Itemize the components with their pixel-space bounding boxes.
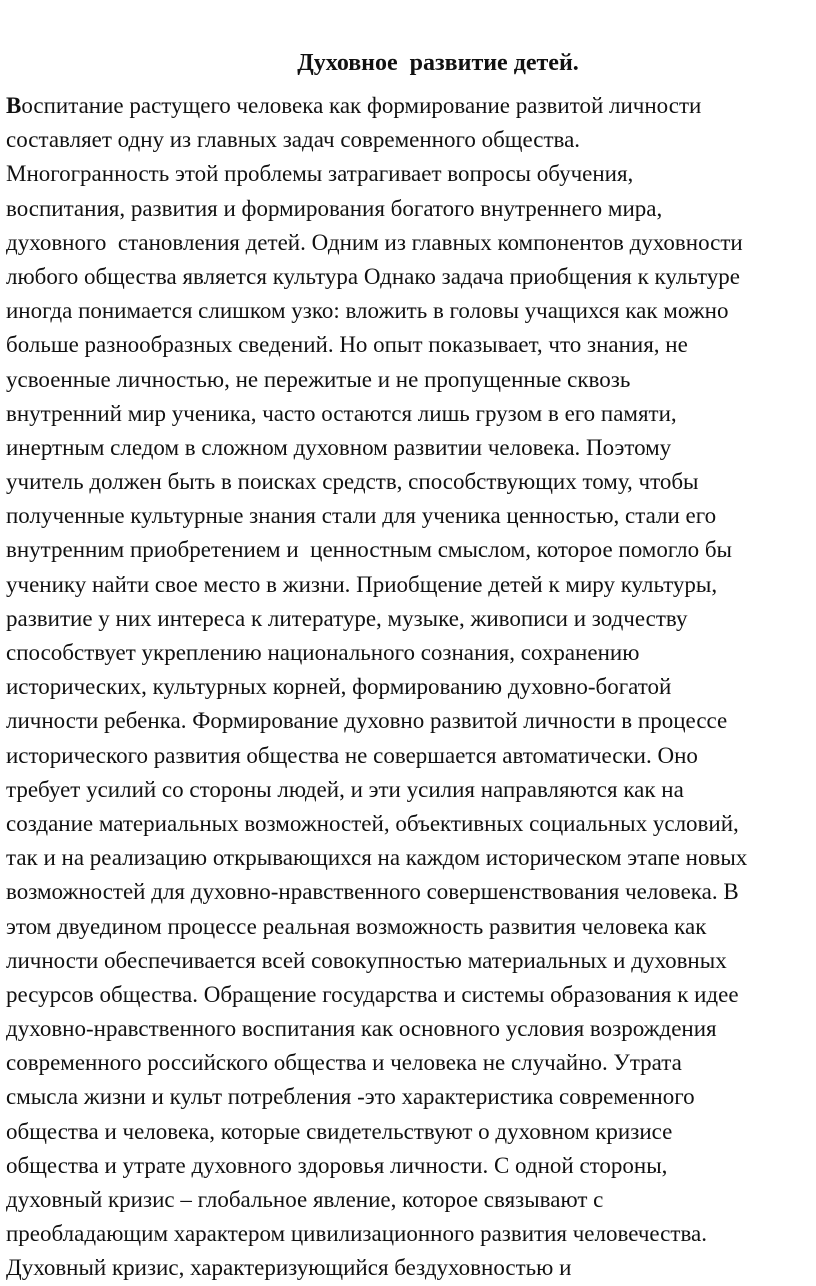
text-line: так и на реализацию открывающихся на каждом историческом этапе новых bbox=[6, 845, 748, 871]
text-line: духовно-нравственного воспитания как основного условия возрождения bbox=[6, 1016, 717, 1042]
text-line: этом двуедином процессе реальная возможность развития человека как bbox=[6, 913, 707, 939]
text-line: общества и утрате духовного здоровья личности. С одной стороны, bbox=[6, 1152, 668, 1178]
text-line: воспитания, развития и формирования богатого внутреннего мира, bbox=[6, 195, 663, 221]
text-line-rest: оспитание растущего человека как формирование развитой личности bbox=[21, 93, 702, 118]
text-line: инертным следом в сложном духовном развитии человека. Поэтому bbox=[6, 434, 672, 460]
text-line: исторического развития общества не совершается автоматически. Оно bbox=[6, 742, 698, 768]
text-line: любого общества является культура Однако задача приобщения к культуре bbox=[6, 263, 740, 289]
text-line: духовного становления детей. Одним из главных компонентов духовности bbox=[6, 229, 743, 255]
text-line: ученику найти свое место в жизни. Приобщение детей к миру культуры, bbox=[6, 571, 718, 597]
text-line: преобладающим характером цивилизационного развития человечества. bbox=[6, 1221, 707, 1247]
text-line: духовный кризис – глобальное явление, которое связывают с bbox=[6, 1187, 604, 1212]
text-line bbox=[6, 89, 816, 123]
text-line: внутренним приобретением и ценностным смыслом, которое помогло бы bbox=[6, 537, 732, 563]
text-line: усвоенные личностью, не пережитые и не пропущенные сквозь bbox=[6, 366, 631, 392]
text-line: больше разнообразных сведений. Но опыт показывает, что знания, не bbox=[6, 332, 688, 358]
text-line: ресурсов общества. Обращение государства и системы образования к идее bbox=[6, 981, 739, 1007]
text-line: исторических, культурных корней, формированию духовно-богатой bbox=[6, 674, 672, 700]
text-line: общества и человека, которые свидетельствуют о духовном кризисе bbox=[6, 1118, 673, 1144]
text-line: учитель должен быть в поисках средств, способствующих тому, чтобы bbox=[6, 469, 699, 495]
text-line: возможностей для духовно-нравственного совершенствования человека. В bbox=[6, 879, 739, 905]
drop-initial: В bbox=[6, 93, 22, 118]
text-line: способствует укреплению национального сознания, сохранению bbox=[6, 640, 640, 665]
document-body bbox=[6, 89, 816, 1286]
text-line: составляет одну из главных задач современного общества. bbox=[6, 127, 581, 153]
text-line: иногда понимается слишком узко: вложить в головы учащихся как можно bbox=[6, 298, 729, 324]
text-line: требует усилий со стороны людей, и эти усилия направляются как на bbox=[6, 776, 684, 802]
text-line: личности ребенка. Формирование духовно развитой личности в процессе bbox=[6, 708, 728, 734]
text-line: Многогранность этой проблемы затрагивает вопросы обучения, bbox=[6, 161, 634, 187]
text-line: современного российского общества и человека не случайно. Утрата bbox=[6, 1050, 682, 1076]
text-line: внутренний мир ученика, часто остаются лишь грузом в его памяти, bbox=[6, 400, 677, 426]
text-line: развитие у них интереса к литературе, музыке, живописи и зодчеству bbox=[6, 605, 688, 631]
text-line: личности обеспечивается всей совокупностью материальных и духовных bbox=[6, 947, 727, 973]
text-line: Духовный кризис, характеризующийся бездуховностью и bbox=[6, 1255, 572, 1281]
text-line: полученные культурные знания стали для ученика ценностью, стали его bbox=[6, 503, 717, 529]
text-line: создание материальных возможностей, объективных социальных условий, bbox=[6, 810, 739, 836]
text-line: смысла жизни и культ потребления -это характеристика современного bbox=[6, 1084, 695, 1110]
document-title: Духовное развитие детей. bbox=[297, 50, 579, 76]
